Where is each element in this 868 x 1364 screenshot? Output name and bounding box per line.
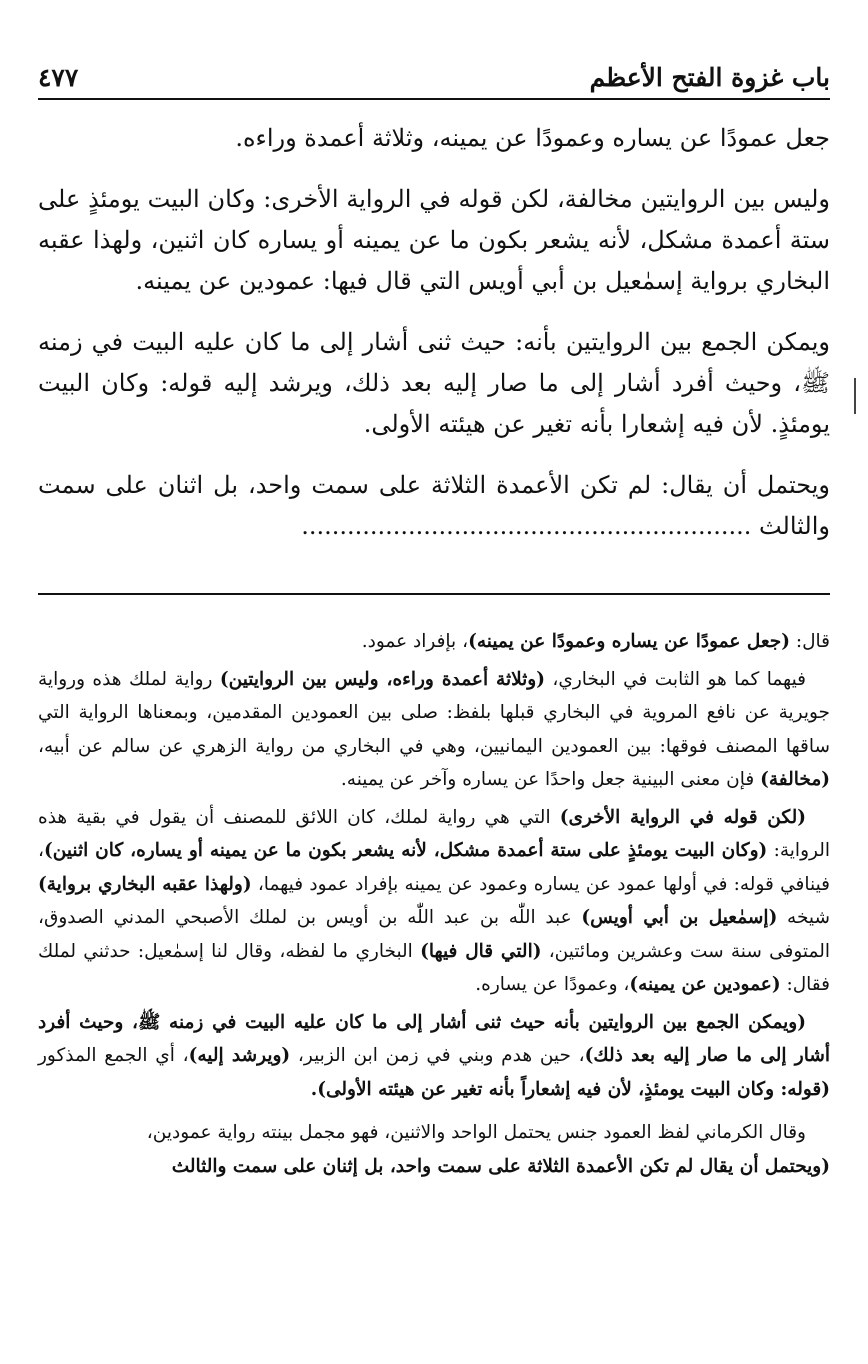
main-paragraph-4: [38, 465, 830, 547]
commentary-text-run: وقال الكرماني لفظ العمود جنس يحتمل الواحد والاثنين، فهو مجمل بينته رواية عمودين،: [146, 1122, 806, 1143]
main-paragraph-2: وليس بين الروايتين مخالفة، لكن قوله في الرواية الأخرى: وكان البيت يومئذٍ على ستة أعمدة مشكل، لأنه يشعر بكون ما عن يمينه أو يساره كان اثنين، ولهذا عقبه البخاري برواية إسمٰعيل بن أبي أويس التي قال فيها: عمودين عن يمينه.: [38, 185, 830, 295]
section-divider: [38, 593, 830, 595]
quoted-matn: (ويمكن الجمع بين الروايتين بأنه حيث ثنى أشار إلى ما كان عليه البيت في زمنه ﷺ، وحيث أفرد أشار إلى ما صار إليه بعد ذلك): [38, 1011, 830, 1066]
commentary-text-run: ، أي الجمع المذكور: [38, 1045, 189, 1066]
margin-mark: [854, 378, 856, 414]
commentary-text-run: فإن معنى البينية جعل واحدًا عن يساره وآخر عن يمينه.: [340, 769, 761, 790]
commentary-text-run: قال:: [789, 631, 830, 652]
quoted-matn: (ويرشد إليه): [188, 1045, 291, 1066]
main-paragraph-3: ويمكن الجمع بين الروايتين بأنه: حيث ثنى أشار إلى ما كان عليه البيت في زمنه ﷺ، وحيث أفرد أشار إلى ما صار إليه بعد ذلك، ويرشد إليه قوله: وكان البيت يومئذٍ. لأن فيه إشعارا بأنه تغير عن هيئته الأولى.: [38, 328, 830, 438]
main-text: [38, 118, 830, 547]
commentary-paragraph-1: [38, 625, 830, 659]
commentary-paragraph-4: [38, 1006, 830, 1107]
page-header: [38, 52, 830, 100]
commentary-text: [38, 625, 830, 1187]
commentary-text-run: البخاري ما لفظه، وقال لنا إسمٰعيل: حدثني لملك فقال:: [38, 940, 830, 995]
main-paragraph-1: جعل عمودًا عن يساره وعمودًا عن يمينه، وثلاثة أعمدة وراءه.: [235, 124, 830, 152]
chapter-title: باب غزوة الفتح الأعظم: [589, 63, 830, 92]
quoted-matn: (قوله: وكان البيت يومئذٍ، لأن فيه إشعاراً بأنه تغير عن هيئته الأولى).: [310, 1078, 830, 1100]
ellipsis-dots: ...........................................................: [301, 512, 752, 540]
commentary-paragraph-3: [38, 801, 830, 1002]
quoted-matn: (لكن قوله في الرواية الأخرى): [559, 806, 806, 828]
quoted-matn: (ولهذا عقبه البخاري برواية): [38, 873, 252, 895]
quoted-matn: (عمودين عن يمينه): [629, 974, 781, 995]
commentary-text-run: ، فينافي قوله: في أولها عمود عن يساره وعمود عن يمينه بإفراد عمود فيهما،: [38, 840, 830, 895]
commentary-paragraph-2: [38, 663, 830, 797]
main-paragraph-4-text: ويحتمل أن يقال: لم تكن الأعمدة الثلاثة على سمت واحد، بل اثنان على سمت والثالث: [38, 471, 830, 540]
quoted-matn: (جعل عمودًا عن يساره وعمودًا عن يمينه): [468, 631, 790, 652]
commentary-text-run: ، وعمودًا عن يساره.: [475, 974, 630, 995]
quoted-matn: (وكان البيت يومئذٍ على ستة أعمدة مشكل، لأنه يشعر بكون ما عن يمينه أو يساره، كان اثنين): [43, 840, 768, 861]
commentary-text-run: رواية لملك هذه ورواية جويرية عن نافع المروية في البخاري قبلها بلفظ: صلى بين العمودين المقدمين، وبمعناها الرواية التي ساقها المصنف فوقها: بين العمودين اليمانيين، وهي في البخاري من رواية الزهري عن سالم عن أبيه،: [38, 668, 830, 757]
quoted-matn: (وثلاثة أعمدة وراءه، وليس بين الروايتين): [219, 668, 545, 690]
quoted-matn: (ويحتمل أن يقال لم تكن الأعمدة الثلاثة على سمت واحد، بل إثنان على سمت والثالث: [171, 1155, 830, 1177]
commentary-text-run: ، بإفراد عمود.: [361, 631, 469, 652]
quoted-matn: (إسمٰعيل بن أبي أويس): [581, 907, 778, 928]
commentary-text-run: شيخه: [777, 907, 830, 928]
commentary-text-run: التي هي رواية لملك، كان اللائق للمصنف أن يقول في بقية هذه الرواية:: [38, 806, 830, 861]
commentary-text-run: ، حين هدم وبني في زمن ابن الزبير،: [290, 1045, 585, 1066]
page-number: ٤٧٧: [38, 63, 79, 92]
quoted-matn: (التي قال فيها): [420, 940, 542, 962]
commentary-text-run: فيهما كما هو الثابت في البخاري،: [545, 668, 806, 690]
quoted-matn: (مخالفة): [760, 769, 830, 790]
commentary-paragraph-5: [38, 1116, 830, 1183]
commentary-text-run: عبد اللّٰه بن عبد اللّٰه بن أويس بن لملك الأصبحي المدني الصدوق، المتوفى سنة ست وعشرين ومائتين،: [38, 907, 830, 962]
